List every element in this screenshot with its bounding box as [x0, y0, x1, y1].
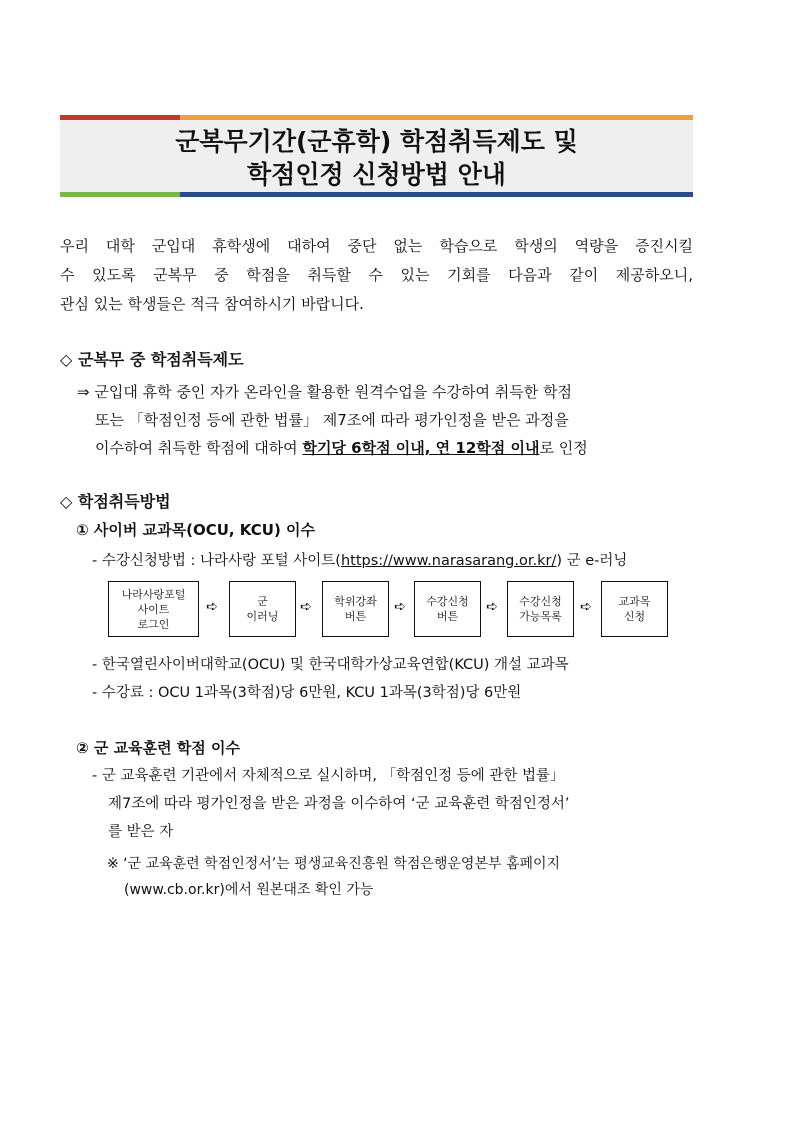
flow-step-degree-course — [322, 581, 389, 637]
flow-step-6-line-2: 신청 — [623, 610, 646, 623]
military-training-line-3: 를 받은 자 — [108, 824, 174, 840]
title-bar-bottom-blue — [180, 192, 693, 197]
application-flow — [108, 581, 670, 639]
note-line-2: (www.cb.or.kr)에서 원본대조 확인 가능 — [124, 882, 374, 898]
title-banner — [60, 115, 693, 197]
narasarang-link[interactable]: https://www.narasarang.or.kr/ — [340, 553, 557, 569]
section1-description — [77, 378, 697, 462]
section1-line-1: 군입대 휴학 중인 자가 온라인을 활용한 원격수업을 수강하여 취득한 학점 — [94, 383, 572, 401]
section2-heading: ◇ 학점취득방법 — [60, 492, 171, 511]
sub2-heading: ② 군 교육훈련 학점 이수 — [76, 739, 240, 757]
flow-step-5-line-1: 수강신청 — [519, 595, 562, 608]
apply-method-line — [92, 549, 627, 570]
intro-line-2: 수 있도록 군복무 중 학점을 취득할 수 있는 기회를 다음과 같이 제공하오니, — [60, 266, 693, 284]
flow-step-elearning — [229, 581, 296, 637]
flow-step-1-line-3: 로그인 — [137, 617, 170, 631]
credit-limit-emphasis: 학기당 6학점 이내, 연 12학점 이내 — [302, 439, 540, 457]
flow-step-2-line-2: 이러닝 — [246, 610, 279, 623]
flow-step-6-line-1: 교과목 — [618, 595, 651, 608]
flow-step-3-line-2: 버튼 — [344, 610, 367, 623]
apply-method-label: - 수강신청방법 : 나라사랑 포털 사이트( — [92, 553, 341, 569]
flow-step-course-apply — [601, 581, 668, 637]
tuition-line: - 수강료 : OCU 1과목(3학점)당 6만원, KCU 1과목(3학점)당 6만원 — [92, 685, 522, 701]
flow-arrow-icon: ➪ — [394, 599, 406, 615]
sub1-heading: ① 사이버 교과목(OCU, KCU) 이수 — [76, 521, 315, 539]
note-line-1: ※ ‘군 교육훈련 학점인정서’는 평생교육진흥원 학점은행운영본부 홈페이지 — [107, 856, 561, 872]
flow-step-5-line-2: 가능목록 — [519, 610, 562, 623]
military-training-line-2: 제7조에 따라 평가인정을 받은 과정을 이수하여 ‘군 교육훈련 학점인정서’ — [108, 796, 570, 812]
flow-step-register-button — [414, 581, 481, 637]
military-training-line-1: - 군 교육훈련 기관에서 자체적으로 실시하며, 「학점인정 등에 관한 법률」 — [92, 768, 565, 784]
flow-step-1-line-1: 나라사랑포털 — [121, 587, 186, 601]
section1-heading: ◇ 군복무 중 학점취득제도 — [60, 350, 244, 369]
intro-line-3: 관심 있는 학생들은 적극 참여하시기 바랍니다. — [60, 295, 364, 313]
title-line-1: 군복무기간(군휴학) 학점취득제도 및 — [175, 127, 578, 156]
apply-method-suffix: ) 군 e-러닝 — [556, 553, 628, 569]
intro-line-1: 우리 대학 군입대 휴학생에 대하여 중단 없는 학습으로 학생의 역량을 증진시킬 — [60, 237, 693, 255]
page-title — [60, 125, 693, 191]
title-bar-bottom-green — [60, 192, 180, 197]
flow-arrow-icon: ➪ — [580, 599, 592, 615]
course-provider-line: - 한국열린사이버대학교(OCU) 및 한국대학가상교육연합(KCU) 개설 교과목 — [92, 657, 569, 673]
flow-arrow-icon: ➪ — [300, 599, 312, 615]
flow-step-1-line-2: 사이트 — [137, 602, 170, 616]
title-bar-top-orange — [180, 115, 693, 120]
intro-paragraph — [60, 232, 693, 319]
flow-step-3-line-1: 학위강좌 — [334, 595, 377, 608]
section1-line-3-post: 로 인정 — [539, 439, 588, 457]
flow-step-4-line-1: 수강신청 — [426, 595, 469, 608]
flow-arrow-icon: ➪ — [486, 599, 498, 615]
section1-line-3-pre: 이수하여 취득한 학점에 대하여 — [95, 439, 303, 457]
arrow-icon: ⇒ — [77, 383, 90, 401]
flow-arrow-icon: ➪ — [206, 599, 218, 615]
title-line-2: 학점인정 신청방법 안내 — [247, 160, 506, 189]
flow-step-login — [108, 581, 199, 637]
title-bar-top-red — [60, 115, 180, 120]
section1-line-2: 또는 「학점인정 등에 관한 법률」 제7조에 따라 평가인정을 받은 과정을 — [95, 411, 569, 429]
flow-step-available-list — [507, 581, 574, 637]
flow-step-2-line-1: 군 — [257, 595, 268, 608]
flow-step-4-line-2: 버튼 — [436, 610, 459, 623]
